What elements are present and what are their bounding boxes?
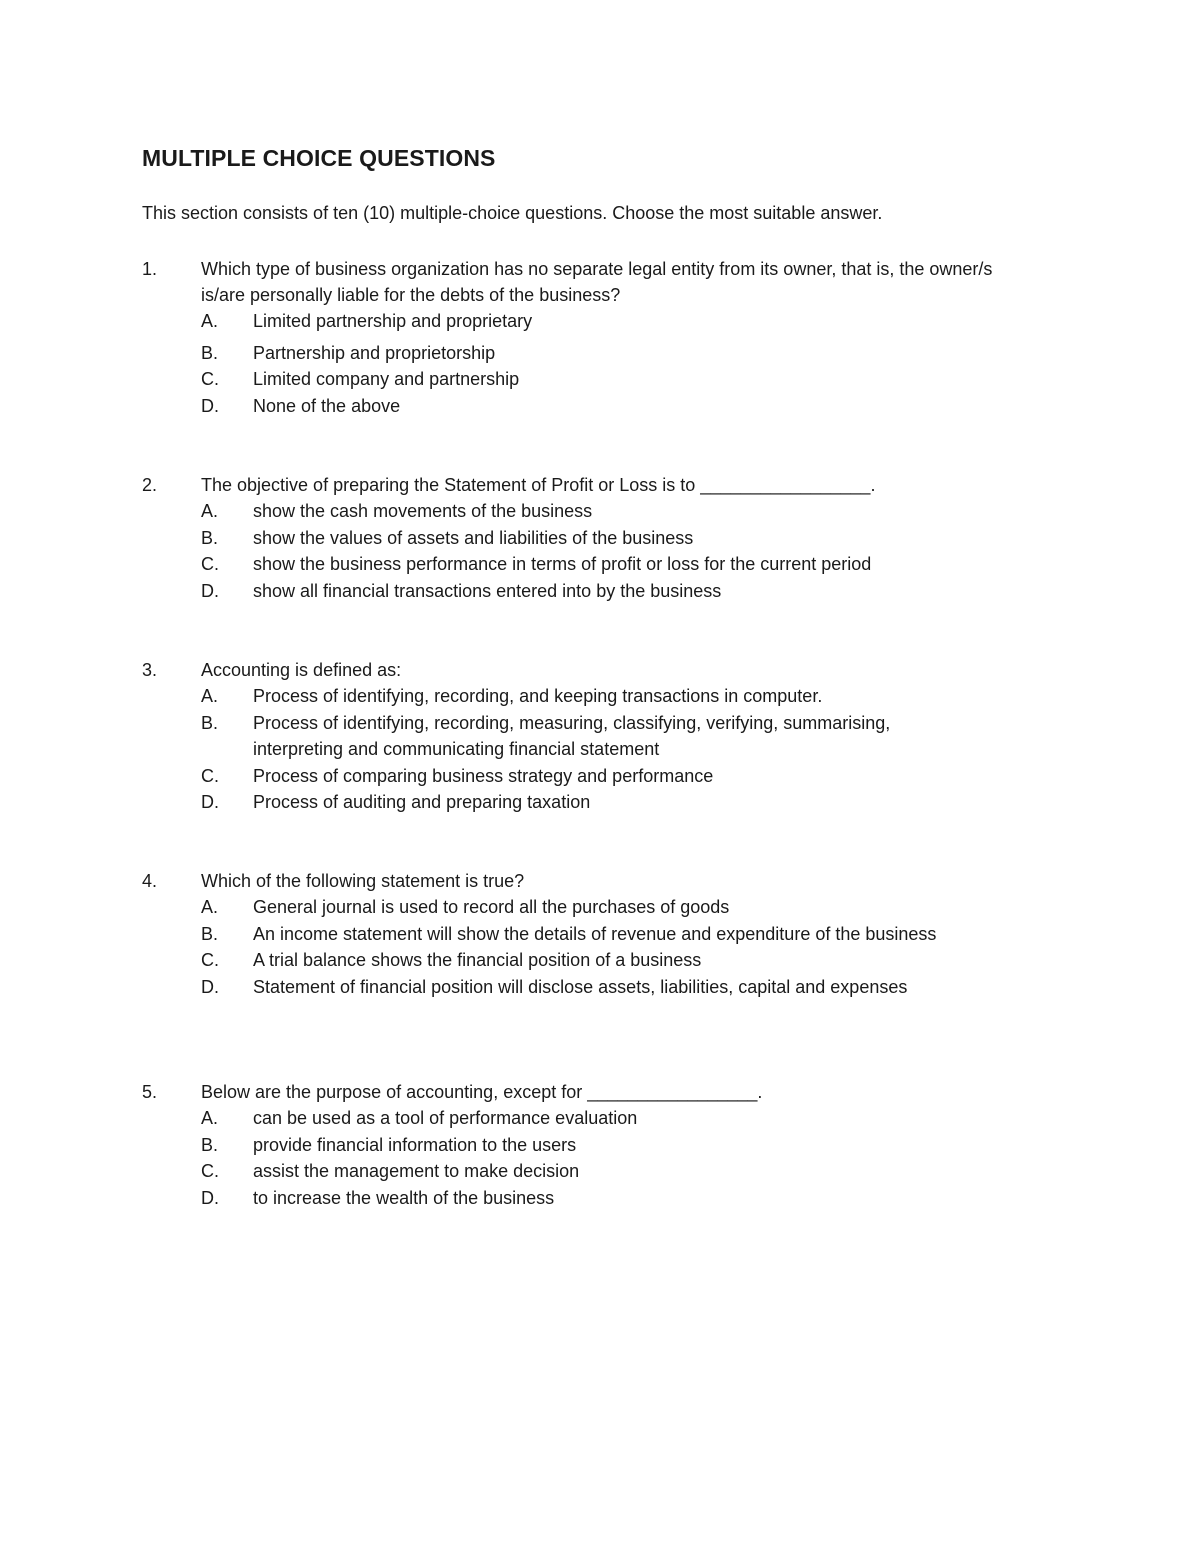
- question-number: 2.: [142, 475, 158, 495]
- option-c: [142, 551, 1022, 578]
- page-title: MULTIPLE CHOICE QUESTIONS: [142, 145, 496, 171]
- option-d: [142, 1185, 1022, 1212]
- option-d: [142, 789, 962, 816]
- option-letter: B.: [201, 1134, 219, 1155]
- option-d: [142, 578, 1022, 605]
- option-text: show the values of assets and liabilities of the business: [253, 527, 694, 548]
- option-d: [142, 974, 942, 1001]
- question-number: 1.: [142, 259, 158, 279]
- option-text: Process of comparing business strategy and performance: [253, 765, 714, 786]
- question-text: Accounting is defined as:: [201, 660, 402, 680]
- option-letter: A.: [201, 501, 219, 521]
- instructions-text: This section consists of ten (10) multiple-choice questions. Choose the most suitable answer.: [142, 203, 883, 223]
- option-letter: C.: [201, 950, 219, 970]
- question-3: [142, 657, 962, 816]
- option-b: [142, 710, 962, 763]
- option-text: provide financial information to the users: [253, 1134, 577, 1155]
- option-letter: D.: [201, 792, 219, 812]
- question-1: [142, 256, 1022, 419]
- option-text: Statement of financial position will disclose assets, liabilities, capital and expenses: [253, 976, 908, 997]
- question-4: [142, 868, 942, 1000]
- question-stem: [142, 657, 962, 683]
- option-a: [142, 683, 962, 710]
- question-number: 4.: [142, 871, 158, 891]
- question-text: Below are the purpose of accounting, except for _________________.: [201, 1082, 763, 1102]
- option-c: [142, 763, 962, 790]
- option-text: can be used as a tool of performance evaluation: [253, 1108, 638, 1128]
- question-5: [142, 1079, 1022, 1211]
- option-b: [142, 1132, 1022, 1159]
- question-stem: [142, 256, 1022, 308]
- option-text: Process of identifying, recording, and keeping transactions in computer.: [253, 686, 823, 706]
- option-letter: B.: [201, 923, 219, 944]
- option-c: [142, 947, 942, 974]
- option-letter: C.: [201, 1161, 219, 1181]
- question-number: 5.: [142, 1082, 158, 1102]
- question-stem: [142, 472, 1022, 498]
- option-b: [142, 525, 1022, 552]
- option-a: [142, 894, 942, 921]
- option-a: [142, 308, 1022, 335]
- option-text: show the business performance in terms of profit or loss for the current period: [253, 554, 872, 574]
- option-text: Process of auditing and preparing taxation: [253, 792, 591, 812]
- option-letter: C.: [201, 765, 219, 786]
- option-b: [142, 340, 1022, 367]
- question-2: [142, 472, 1022, 604]
- option-letter: A.: [201, 1108, 219, 1128]
- option-text: show all financial transactions entered into by the business: [253, 580, 722, 601]
- option-letter: B.: [201, 527, 219, 548]
- option-letter: A.: [201, 311, 219, 331]
- question-text: Which of the following statement is true?: [201, 871, 525, 891]
- option-text: A trial balance shows the financial position of a business: [253, 950, 702, 970]
- option-letter: D.: [201, 976, 219, 997]
- option-a: [142, 1105, 1022, 1132]
- option-letter: A.: [201, 686, 219, 706]
- option-text: Partnership and proprietorship: [253, 342, 496, 363]
- option-text: to increase the wealth of the business: [253, 1187, 555, 1208]
- option-letter: B.: [201, 342, 219, 363]
- option-letter: C.: [201, 554, 219, 574]
- question-text: The objective of preparing the Statement of Profit or Loss is to _________________.: [201, 475, 876, 495]
- option-text: Limited partnership and proprietary: [253, 311, 533, 331]
- question-stem: [142, 1079, 1022, 1105]
- option-c: [142, 366, 1022, 393]
- option-text: None of the above: [253, 395, 401, 416]
- option-letter: A.: [201, 897, 219, 917]
- option-text: show the cash movements of the business: [253, 501, 593, 521]
- option-d: [142, 393, 1022, 420]
- option-text: assist the management to make decision: [253, 1161, 580, 1181]
- question-text: Which type of business organization has no separate legal entity from its owner, that is, the owner/s is/are personally liable for the debts of the business?: [201, 259, 993, 305]
- question-number: 3.: [142, 660, 158, 680]
- option-text: An income statement will show the details of revenue and expenditure of the business: [253, 923, 937, 944]
- option-letter: C.: [201, 369, 219, 389]
- option-text: Process of identifying, recording, measuring, classifying, verifying, summarising, interpreting and communicating financial statement: [253, 712, 891, 759]
- option-b: [142, 921, 942, 948]
- option-letter: D.: [201, 580, 219, 601]
- option-a: [142, 498, 1022, 525]
- option-text: Limited company and partnership: [253, 369, 520, 389]
- option-letter: D.: [201, 1187, 219, 1208]
- option-letter: B.: [201, 712, 219, 733]
- option-letter: D.: [201, 395, 219, 416]
- option-c: [142, 1158, 1022, 1185]
- option-text: General journal is used to record all the purchases of goods: [253, 897, 730, 917]
- question-stem: [142, 868, 942, 894]
